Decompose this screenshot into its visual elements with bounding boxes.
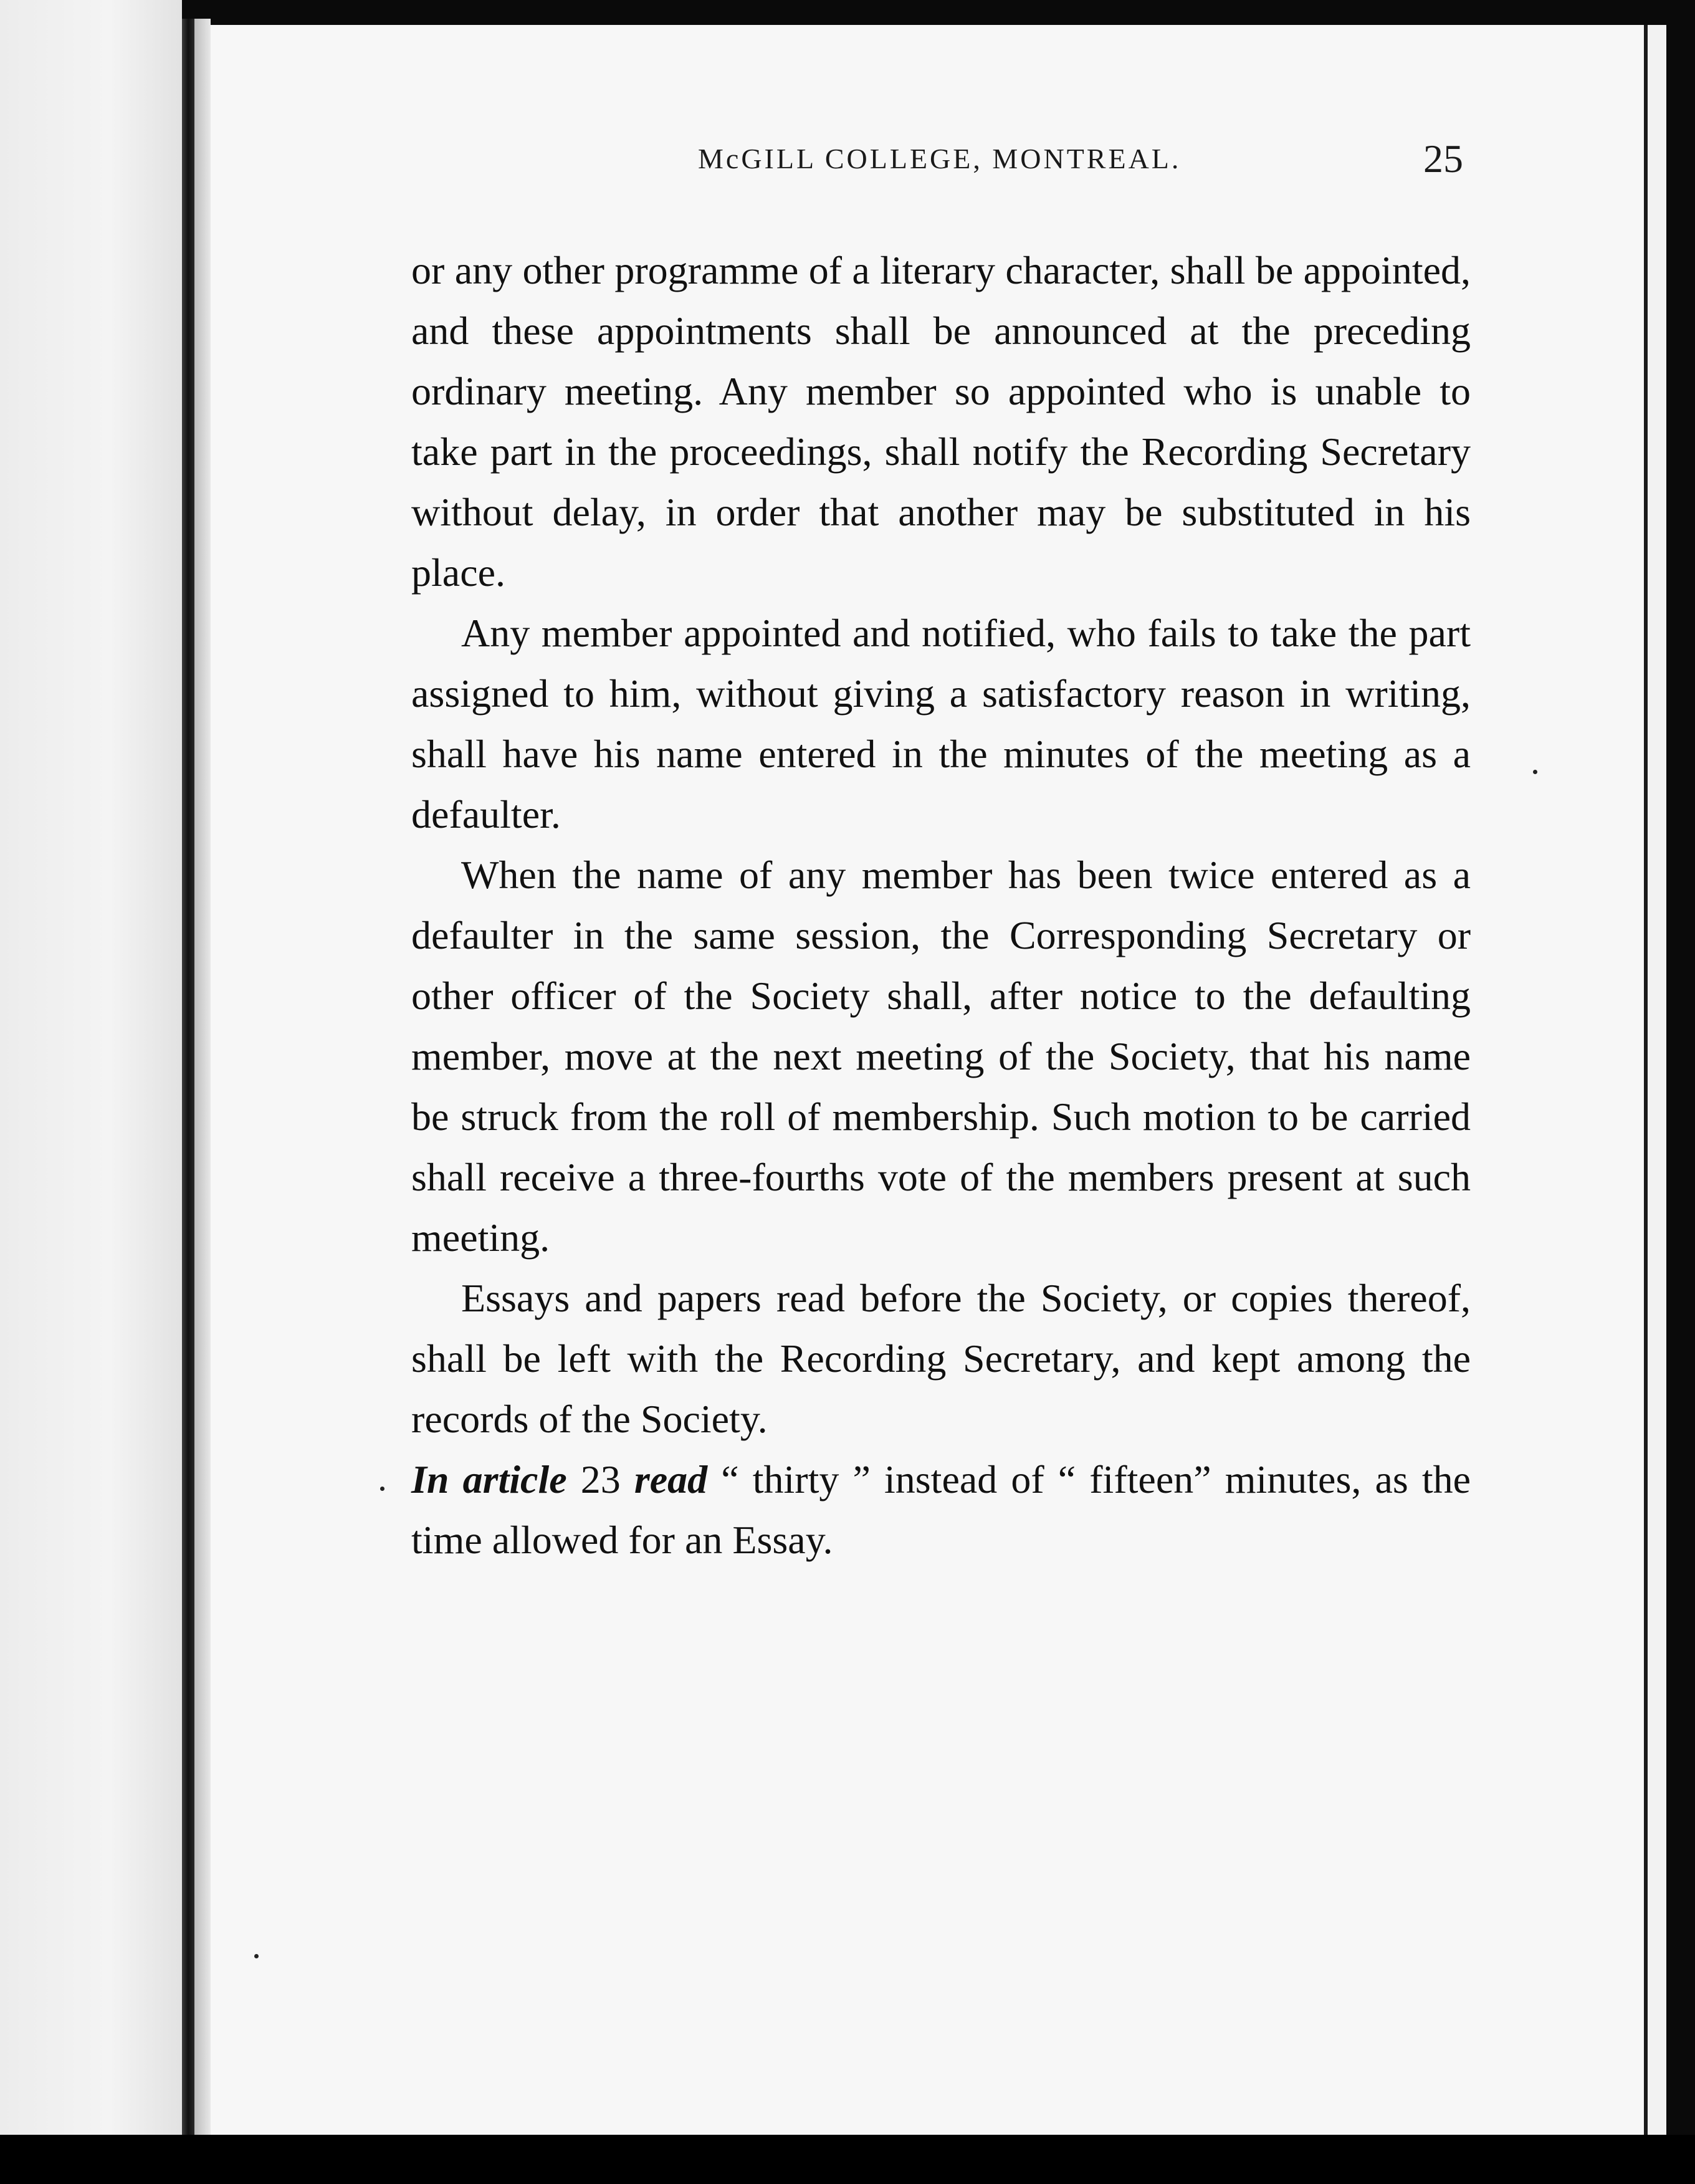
scan-border: [0, 2135, 1695, 2184]
erratum-article-number: 23: [580, 1457, 621, 1502]
erratum-verb: read: [634, 1457, 708, 1502]
page-body: [411, 240, 1471, 1570]
erratum-text: “ thirty ” instead of “ fifteen” minutes, as the time allowed for an Essay.: [411, 1457, 1471, 1562]
print-speck: [380, 1487, 384, 1491]
paragraph: Any member appointed and notified, who fails to take the part assigned to him, without giving a satisfactory reason in writing, shall have his name entered in the minutes of the meeting as a defaulter.: [411, 611, 1471, 836]
erratum-note: [411, 1449, 1471, 1570]
erratum-lead: In article: [411, 1457, 567, 1502]
running-header: McGILL COLLEGE, MONTREAL.: [698, 143, 1182, 175]
gutter-shadow: [194, 19, 211, 2135]
paragraph: or any other programme of a literary character, shall be appointed, and these appointments shall be announced at the preceding ordinary meeting. Any member so appointed who is unable to take part in the proceedings, shall notify the Recording Secretary without delay, in order that another may be substituted in his place.: [411, 248, 1471, 595]
print-speck: [1533, 770, 1537, 774]
paragraph: When the name of any member has been twice entered as a defaulter in the same session, the Corresponding Secretary or other officer of the Society shall, after notice to the defaulting member, move at the next meeting of the Society, that his name be struck from the roll of membership. Such motion to be carried shall receive a three-fourths vote of the members present at such meeting.: [411, 853, 1471, 1260]
page-number: 25: [1423, 136, 1463, 181]
page-margin-strip: [1648, 25, 1666, 2135]
print-speck: [254, 1954, 259, 1958]
paragraph: Essays and papers read before the Society, or copies thereof, shall be left with the Recording Secretary, and kept among the records of the Society.: [411, 1276, 1471, 1441]
book-gutter: [182, 19, 194, 2135]
facing-page-edge: [0, 0, 182, 2135]
